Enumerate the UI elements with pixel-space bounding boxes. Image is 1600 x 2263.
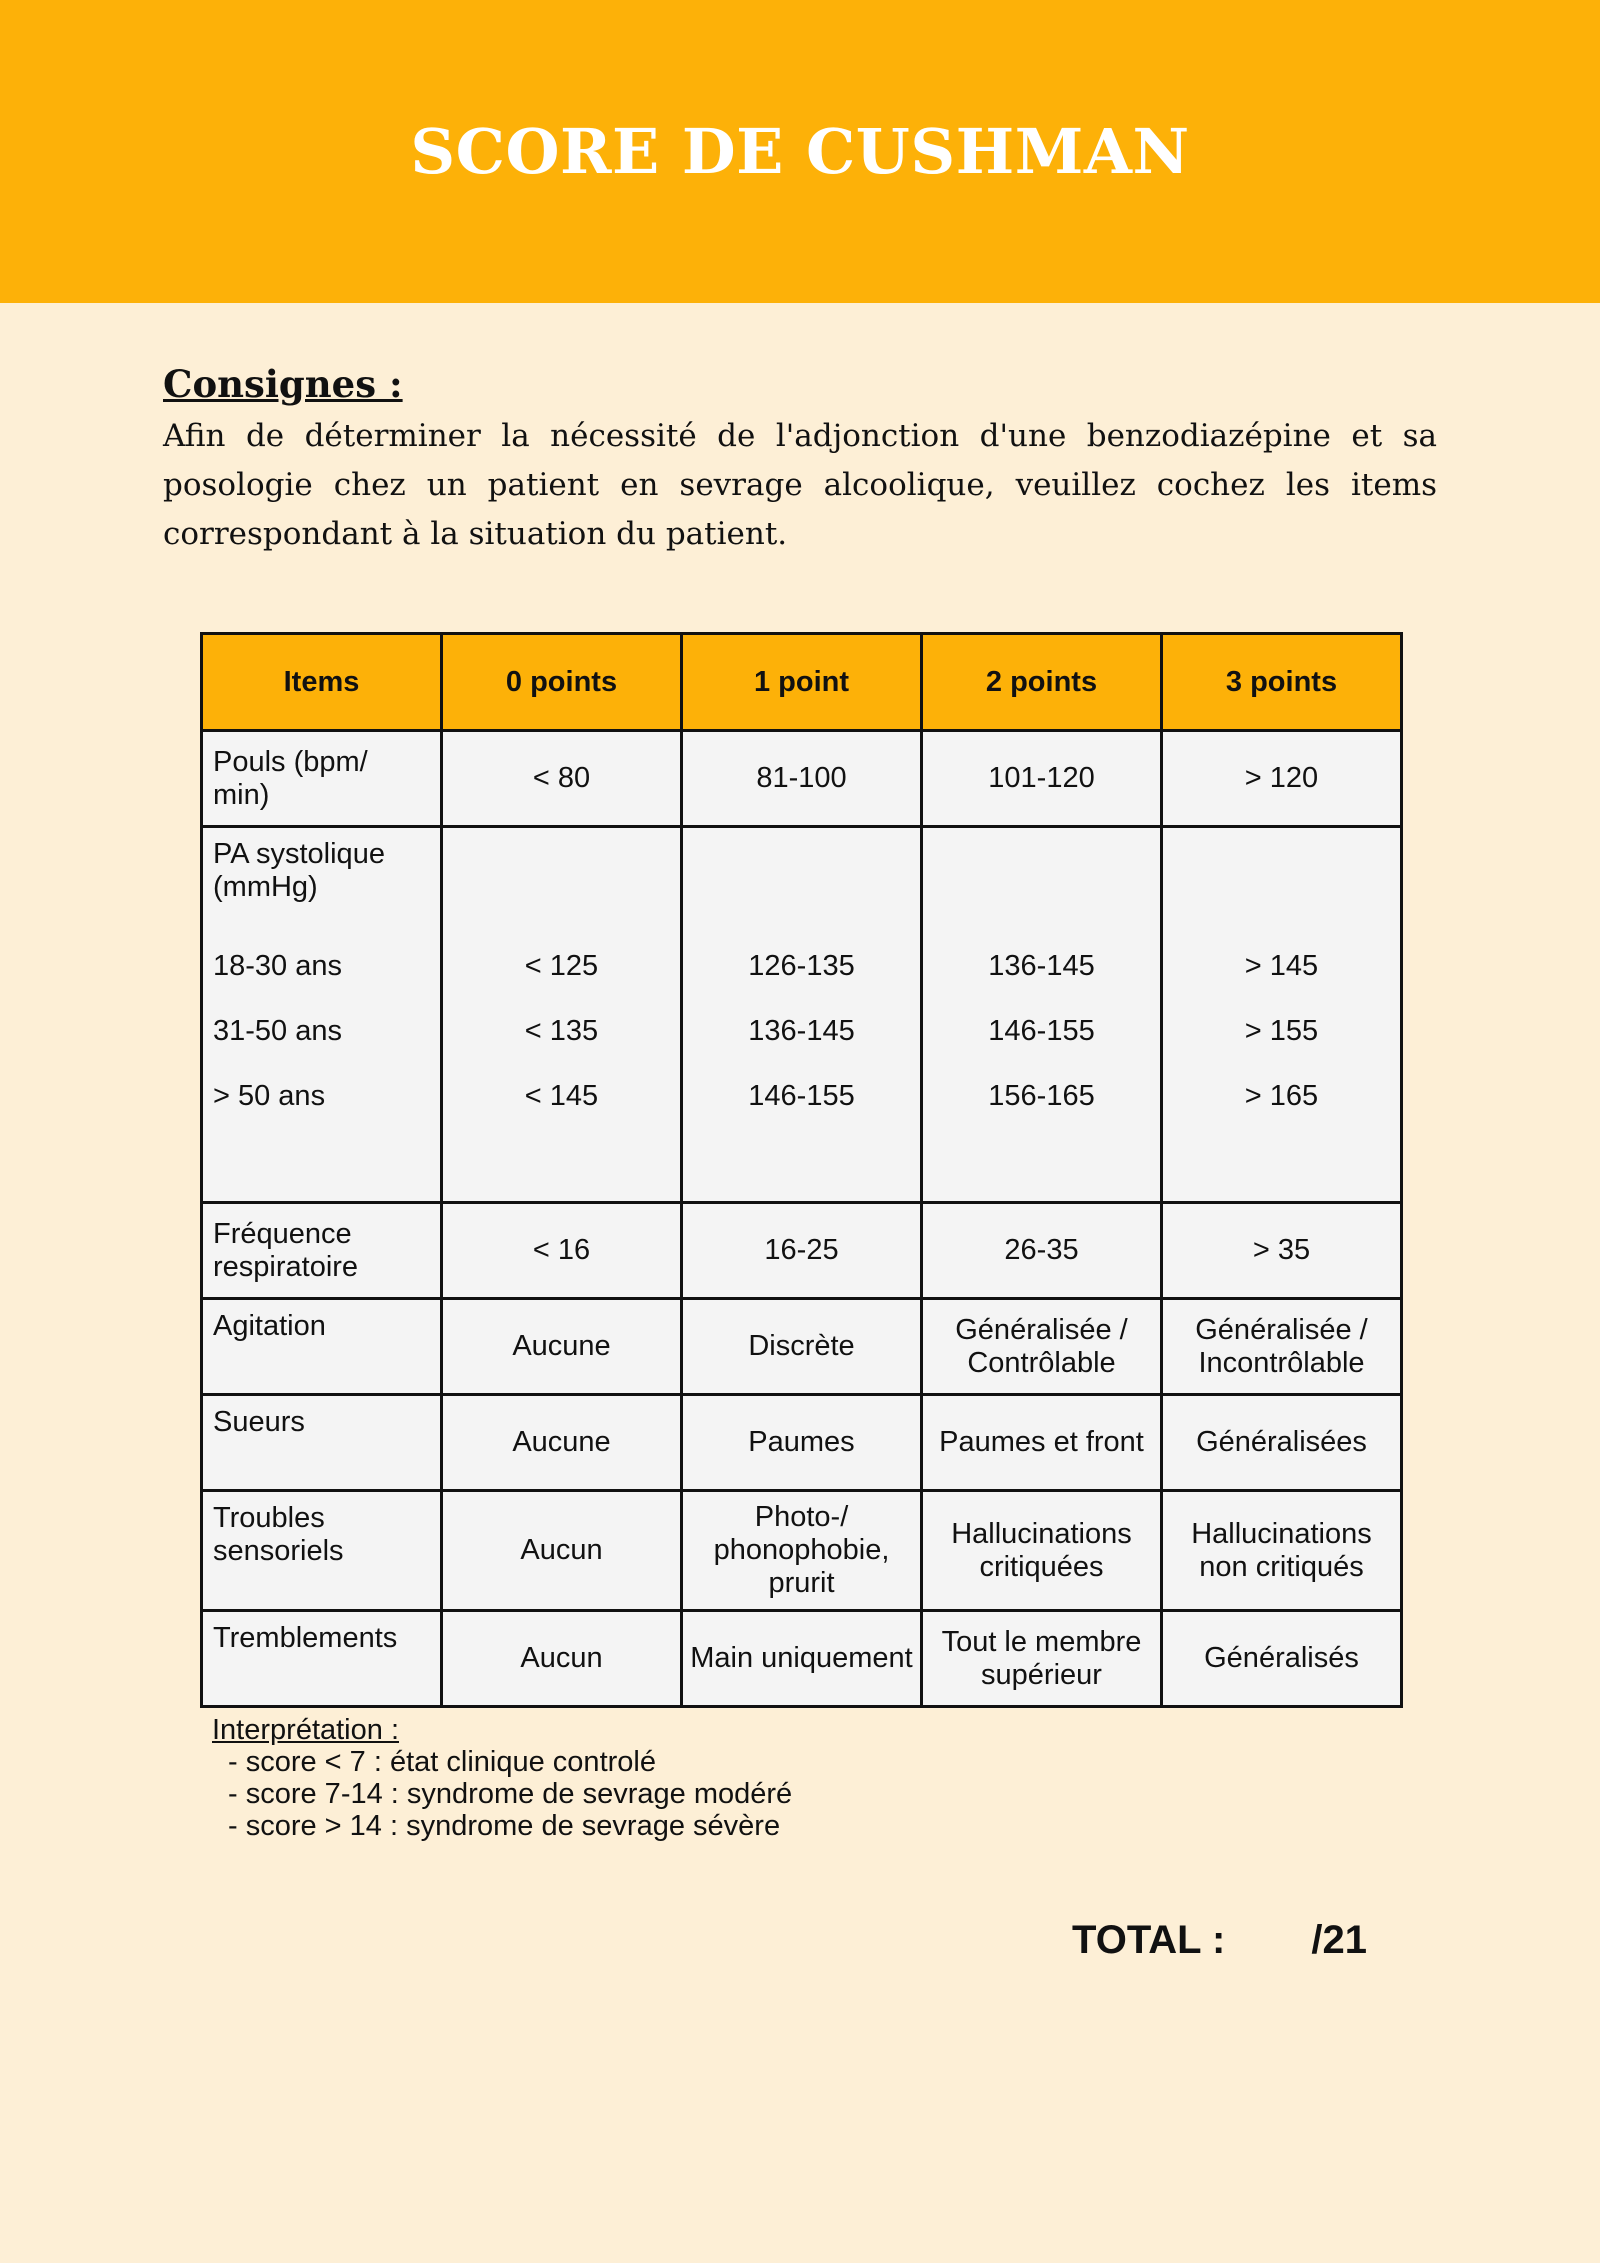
score-cell[interactable]: < 16 (442, 1203, 682, 1299)
page-title: SCORE DE CUSHMAN (410, 115, 1190, 188)
score-cell[interactable]: < 80 (442, 731, 682, 827)
row-pouls (202, 731, 1402, 827)
header-banner (0, 0, 1600, 303)
row-troubles-sensoriels (202, 1491, 1402, 1611)
header-1-point: 1 point (682, 634, 922, 731)
row-tremblements (202, 1611, 1402, 1707)
row-agitation (202, 1299, 1402, 1395)
pa-value: > 145 (1244, 950, 1319, 982)
score-cell[interactable]: Main uniquement (682, 1611, 922, 1707)
pa-value: < 125 (524, 950, 599, 982)
table-header-row (202, 634, 1402, 731)
score-cell[interactable]: > 35 (1162, 1203, 1402, 1299)
pa-value: < 145 (524, 1080, 599, 1112)
item-label: Agitation (202, 1299, 442, 1395)
score-cell[interactable]: Photo-/ phonophobie, prurit (682, 1491, 922, 1611)
instructions-text: Afin de déterminer la nécessité de l'adjonction d'une benzodiazépine et sa posologie chez un patient en sevrage alcoolique, veuillez cochez les items correspondant à la situation du patient. (163, 418, 1437, 552)
interpretation-title: Interprétation : (212, 1714, 399, 1746)
header-2-points: 2 points (922, 634, 1162, 731)
total-score (1072, 1918, 1367, 1963)
item-label: Fréquence respiratoire (202, 1203, 442, 1299)
row-pa-systolique (202, 827, 1402, 1203)
total-denominator: /21 (1311, 1918, 1367, 1962)
score-cell[interactable]: 26-35 (922, 1203, 1162, 1299)
pa-value: 156-165 (988, 1080, 1095, 1112)
score-cell[interactable] (1162, 827, 1402, 1203)
score-cell[interactable] (922, 827, 1162, 1203)
score-cell[interactable]: > 120 (1162, 731, 1402, 827)
item-label: Sueurs (202, 1395, 442, 1491)
pa-value: > 165 (1244, 1080, 1319, 1112)
instructions-heading: Consignes : (163, 362, 403, 406)
score-cell[interactable]: 101-120 (922, 731, 1162, 827)
interpretation-item: - score < 7 : état clinique controlé (228, 1746, 656, 1778)
score-cell[interactable]: Aucun (442, 1491, 682, 1611)
score-cell[interactable]: Aucune (442, 1299, 682, 1395)
interpretation-item: - score > 14 : syndrome de sevrage sévère (228, 1810, 781, 1842)
item-label: Pouls (bpm/ min) (202, 731, 442, 827)
pa-value: 136-145 (988, 950, 1095, 982)
score-cell[interactable]: Généralisée / Incontrôlable (1162, 1299, 1402, 1395)
score-cell[interactable]: Paumes et front (922, 1395, 1162, 1491)
score-cell[interactable]: Hallucinations non critiqués (1162, 1491, 1402, 1611)
row-sueurs (202, 1395, 1402, 1491)
pa-value: < 135 (524, 1015, 599, 1047)
score-cell[interactable]: Discrète (682, 1299, 922, 1395)
score-cell[interactable]: Généralisées (1162, 1395, 1402, 1491)
age-label: 31-50 ans (213, 1015, 342, 1047)
row-frequence-respiratoire (202, 1203, 1402, 1299)
item-label: Troubles sensoriels (202, 1491, 442, 1611)
score-cell[interactable]: Tout le membre supérieur (922, 1611, 1162, 1707)
score-cell[interactable]: Paumes (682, 1395, 922, 1491)
header-items: Items (202, 634, 442, 731)
score-cell[interactable]: 16-25 (682, 1203, 922, 1299)
age-label: > 50 ans (213, 1080, 326, 1112)
pa-value: 136-145 (748, 1015, 855, 1047)
pa-value: 146-155 (748, 1080, 855, 1112)
score-cell[interactable]: 81-100 (682, 731, 922, 827)
total-label: TOTAL : (1072, 1918, 1226, 1962)
age-label: 18-30 ans (213, 950, 342, 982)
header-0-points: 0 points (442, 634, 682, 731)
pa-value: 126-135 (748, 950, 855, 982)
instructions-section (163, 362, 1437, 559)
pa-value: 146-155 (988, 1015, 1095, 1047)
score-cell[interactable]: Aucune (442, 1395, 682, 1491)
interpretation-item: - score 7-14 : syndrome de sevrage modéré (228, 1778, 793, 1810)
score-cell[interactable]: Généralisée / Contrôlable (922, 1299, 1162, 1395)
item-label-cell (202, 827, 442, 1203)
score-cell[interactable]: Aucun (442, 1611, 682, 1707)
item-label: PA systolique (mmHg) (213, 838, 385, 903)
item-label: Tremblements (202, 1611, 442, 1707)
cushman-score-table (200, 632, 1403, 1708)
header-3-points: 3 points (1162, 634, 1402, 731)
interpretation-section (212, 1714, 792, 1842)
score-cell[interactable] (442, 827, 682, 1203)
score-cell[interactable]: Hallucinations critiquées (922, 1491, 1162, 1611)
score-cell[interactable] (682, 827, 922, 1203)
score-cell[interactable]: Généralisés (1162, 1611, 1402, 1707)
pa-value: > 155 (1244, 1015, 1319, 1047)
